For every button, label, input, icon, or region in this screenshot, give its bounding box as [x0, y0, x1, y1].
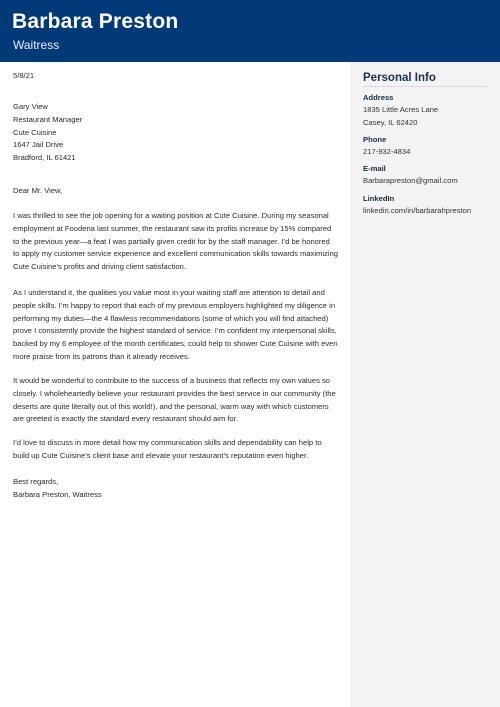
- letter-paragraph: As I understand it, the qualities you value most in your waiting staff are attention to detail and people skills. I’m happy to report that each of my previous employers highlighted my diligence in performing my duties—the 4 flawless recommendations (some of which you will find attached) prove I consistently provide the highest standard of service. I’m confident my interpersonal skills, backed by my 6 employee of the month certificates, could help to shower Cute Cuisine with even more praise from its patrons than it already receives.: [13, 288, 338, 361]
- phone-value: 217-932-4834: [363, 147, 411, 156]
- address-block: [363, 92, 498, 129]
- phone-label: Phone: [363, 135, 387, 144]
- applicant-role: Waitress: [13, 38, 60, 52]
- signature: Barbara Preston, Waitress: [13, 490, 102, 499]
- address-line: Casey, IL 62420: [363, 118, 418, 127]
- recipient-line: Bradford, IL 61421: [13, 153, 76, 163]
- email-block: [363, 163, 498, 187]
- address-line: 1835 Little Acres Lane: [363, 105, 439, 114]
- phone-block: [363, 134, 498, 158]
- recipient-line: Restaurant Manager: [13, 114, 83, 124]
- sidebar-divider: [363, 86, 487, 87]
- linkedin-block: [363, 193, 498, 217]
- recipient-line: Gary View: [13, 102, 48, 111]
- applicant-name: Barbara Preston: [12, 10, 179, 33]
- recipient-block: [13, 101, 82, 165]
- letter-paragraph: I was thrilled to see the job opening for a waiting position at Cute Cuisine. During my seasonal employment at Foodena last summer, the restaurant saw its profits increase by 15% compared to the previous year—a feat I was partially given credit for by the staff manager. I’d be honored to apply my customer service experience and excellent communication skills towards maximizing Cute Cuisine’s profits and driving client satisfaction.: [13, 211, 338, 272]
- sidebar-title: Personal Info: [363, 72, 436, 84]
- letter-body: [13, 0, 338, 707]
- email-value[interactable]: Barbarapreston@gmail.com: [363, 176, 458, 185]
- linkedin-label: LinkedIn: [363, 194, 395, 203]
- linkedin-value[interactable]: linkedin.com/in/barbarahpreston: [363, 206, 472, 215]
- personal-info-sidebar: [350, 62, 500, 707]
- salutation: Dear Mr. View,: [13, 186, 63, 195]
- letter-date: 5/8/21: [13, 71, 35, 80]
- recipient-line: 1647 Jail Drive: [13, 140, 64, 150]
- letter-paragraph: It would be wonderful to contribute to the success of a business that reflects my own values so closely. I wholeheartedly believe your restaurant provides the best service in our community (the deserts are quite literally out of this world!), and the personal, warm way with which customers are greeted is exactly the standard every restaurant should aim for.: [13, 376, 336, 424]
- address-label: Address: [363, 93, 394, 102]
- letter-paragraph: I’d love to discuss in more detail how my communication skills and dependability can help to build up Cute Cuisine’s client base and elevate your restaurant’s reputation even higher.: [13, 438, 322, 460]
- recipient-line: Cute Cuisine: [13, 127, 57, 137]
- email-label: E-mail: [363, 164, 386, 173]
- closing: Best regards,: [13, 477, 59, 486]
